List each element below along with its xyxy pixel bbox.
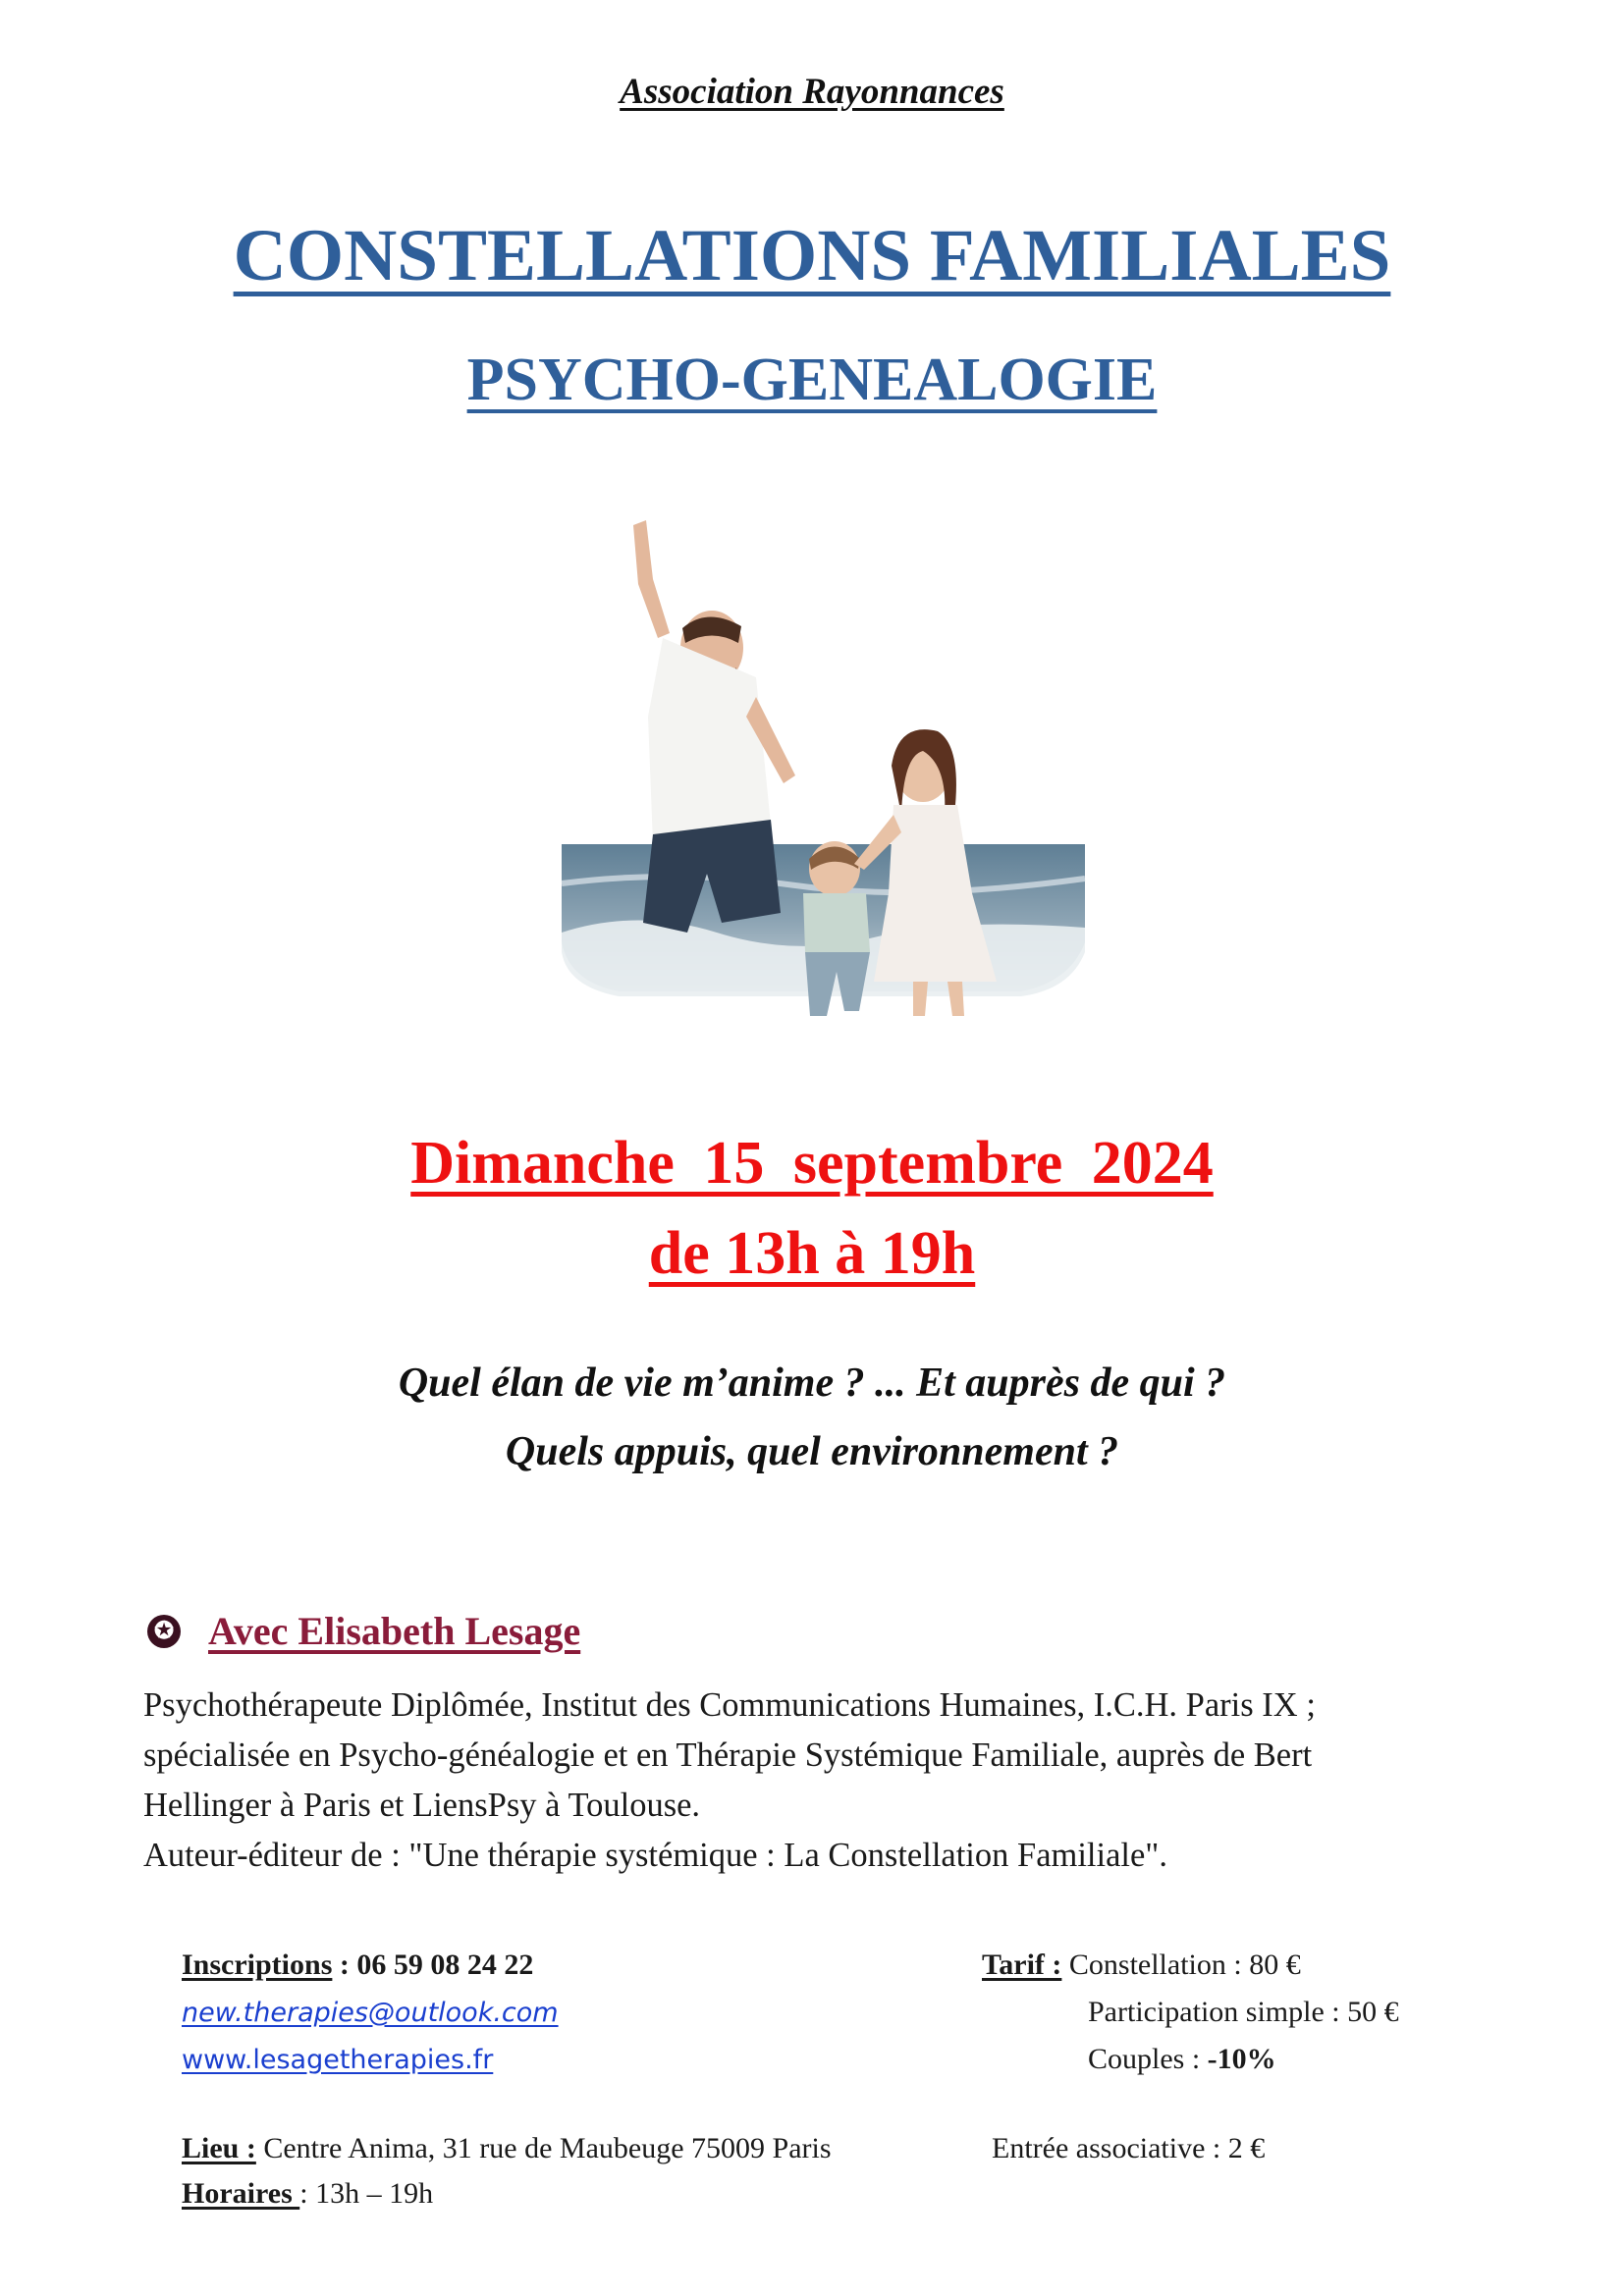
tarif-line	[982, 1949, 1301, 1982]
speaker-heading	[147, 1608, 580, 1654]
page-subtitle: PSYCHO-GENEALOGIE	[466, 347, 1158, 413]
speaker-name: Avec Elisabeth Lesage	[208, 1609, 581, 1653]
tarif-participation: Participation simple : 50 €	[1088, 1996, 1399, 2028]
horaires-value: : 13h – 19h	[299, 2177, 434, 2210]
page-title: CONSTELLATIONS FAMILIALES	[233, 215, 1391, 296]
tarif-couples	[1088, 2043, 1276, 2076]
inscriptions-label: Inscriptions	[182, 1949, 333, 1981]
tarif-couples-label: Couples :	[1088, 2043, 1208, 2075]
phone-number: 06 59 08 24 22	[356, 1949, 534, 1981]
inscriptions-separator: :	[332, 1949, 357, 1981]
speaker-bio	[143, 1681, 1518, 1881]
family-beach-photo	[560, 520, 1090, 1021]
star-bullet-icon: ✪	[147, 1615, 181, 1648]
bio-line: Auteur-éditeur de : "Une thérapie systémique : La Constellation Familiale".	[143, 1837, 1168, 1874]
tarif-label: Tarif :	[982, 1949, 1062, 1981]
event-hours: de 13h à 19h	[648, 1220, 976, 1287]
bio-line: Psychothérapeute Diplômée, Institut des Communications Humaines, I.C.H. Paris IX ;	[143, 1686, 1316, 1724]
association-name: Association Rayonnances	[620, 72, 1004, 112]
email-link[interactable]: new.therapies@outlook.com	[182, 1998, 559, 2028]
horaires-label: Horaires	[182, 2177, 300, 2210]
lieu-label: Lieu :	[182, 2132, 256, 2164]
event-date: Dimanche 15 septembre 2024	[410, 1130, 1214, 1197]
lieu-value: Centre Anima, 31 rue de Maubeuge 75009 Paris	[255, 2132, 832, 2164]
website-link[interactable]: www.lesagetherapies.fr	[182, 2045, 494, 2075]
bio-line: Hellinger à Paris et LiensPsy à Toulouse.	[143, 1787, 701, 1824]
question-line: Quel élan de vie m’anime ? ... Et auprès de qui ?	[398, 1361, 1226, 1406]
tarif-couples-value: -10%	[1207, 2043, 1276, 2075]
question-line: Quels appuis, quel environnement ?	[505, 1429, 1119, 1474]
inscriptions-line	[182, 1949, 533, 1982]
bio-line: spécialisée en Psycho-généalogie et en Thérapie Systémique Familiale, auprès de Bert	[143, 1736, 1313, 1774]
lieu-line	[182, 2132, 832, 2165]
tarif-constellation: Constellation : 80 €	[1061, 1949, 1301, 1981]
entree-associative: Entrée associative : 2 €	[992, 2132, 1266, 2164]
horaires-line	[182, 2177, 433, 2211]
